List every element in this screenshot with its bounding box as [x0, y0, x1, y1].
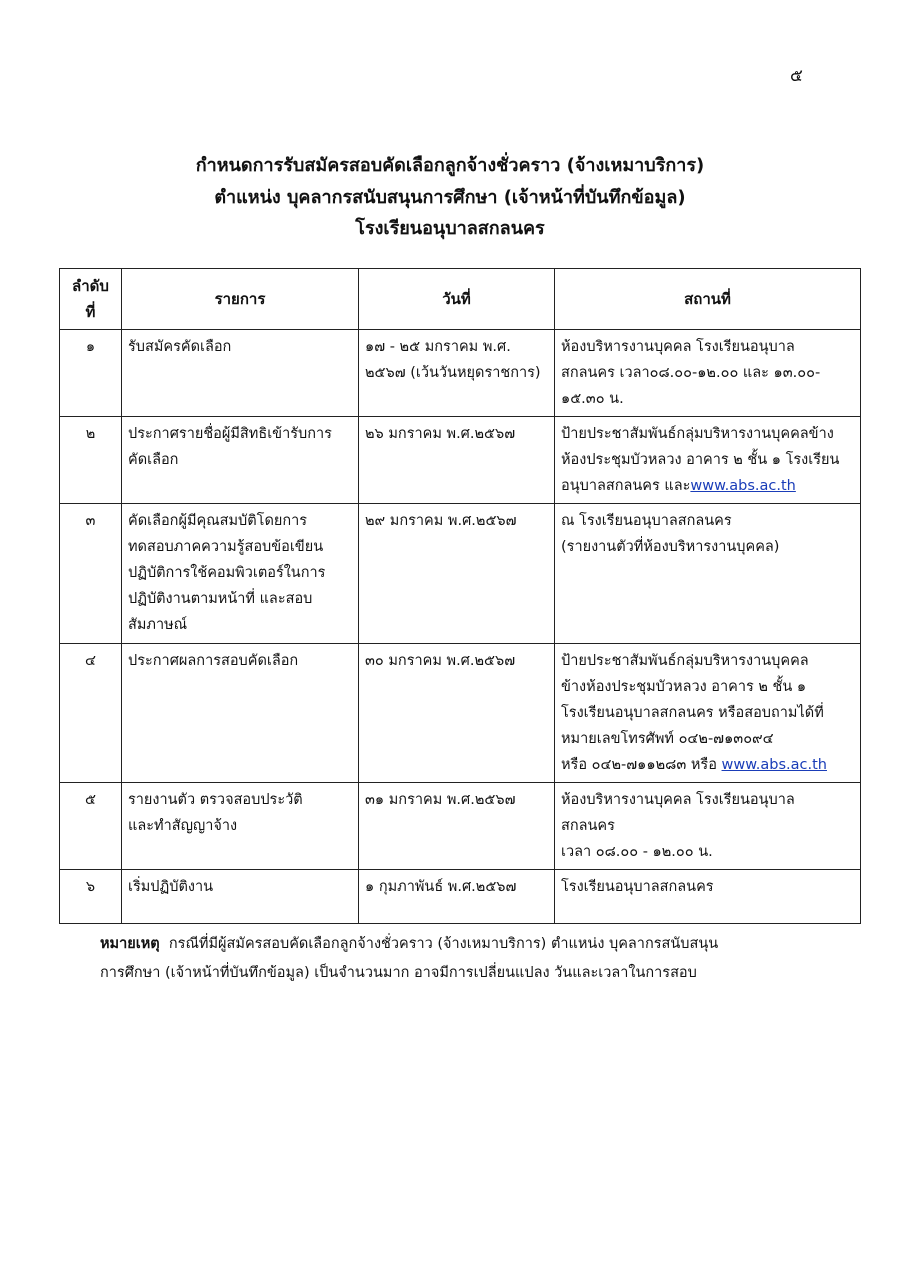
row-order: ๓ [60, 504, 122, 644]
row-item [122, 783, 359, 870]
row-place-line: โรงเรียนอนุบาลสกลนคร หรือสอบถามได้ที่ [561, 705, 824, 721]
table-row [60, 783, 861, 870]
table-header-row [60, 269, 861, 330]
row-date [359, 417, 555, 504]
row-item-line: สัมภาษณ์ [128, 617, 188, 633]
row-item [122, 417, 359, 504]
header-place: สถานที่ [555, 269, 861, 330]
website-link[interactable]: www.abs.ac.th [690, 478, 796, 494]
row-item-line: รับสมัครคัดเลือก [128, 339, 232, 355]
row-place-line: ๑๕.๓๐ น. [561, 391, 624, 407]
row-date-line: ๒๖ มกราคม พ.ศ.๒๕๖๗ [365, 426, 516, 442]
row-date-line: ๒๙ มกราคม พ.ศ.๒๕๖๗ [365, 513, 517, 529]
row-place-line: ข้างห้องประชุมบัวหลวง อาคาร ๒ ชั้น ๑ [561, 679, 807, 695]
row-date-line: ๒๕๖๗ (เว้นวันหยุดราชการ) [365, 365, 541, 381]
row-item [122, 504, 359, 644]
row-place-line: ห้องบริหารงานบุคคล โรงเรียนอนุบาล [561, 792, 795, 808]
row-place-line: เวลา ๐๘.๐๐ - ๑๒.๐๐ น. [561, 844, 713, 860]
row-place [555, 783, 861, 870]
row-item-line: และทำสัญญาจ้าง [128, 818, 238, 834]
table-row [60, 644, 861, 783]
page-number: ๕ [790, 66, 803, 86]
row-date-line: ๑๗ - ๒๕ มกราคม พ.ศ. [365, 339, 511, 355]
row-order: ๔ [60, 644, 122, 783]
document-title-line-2: ตำแหน่ง บุคลากรสนับสนุนการศึกษา (เจ้าหน้าที่บันทึกข้อมูล) [214, 187, 686, 208]
row-item [122, 870, 359, 924]
row-place-line: สกลนคร [561, 818, 615, 834]
row-date [359, 870, 555, 924]
row-date-line: ๑ กุมภาพันธ์ พ.ศ.๒๕๖๗ [365, 879, 517, 895]
row-item-line: ปฏิบัติงานตามหน้าที่ และสอบ [128, 591, 313, 607]
row-place-line: ห้องประชุมบัวหลวง อาคาร ๒ ชั้น ๑ โรงเรียน [561, 452, 840, 468]
row-place-line: ณ โรงเรียนอนุบาลสกลนคร [561, 513, 732, 529]
row-date [359, 504, 555, 644]
row-place-line [561, 752, 854, 778]
table-row [60, 330, 861, 417]
row-place-line [561, 473, 854, 499]
header-date: วันที่ [359, 269, 555, 330]
remark-text-line2: การศึกษา (เจ้าหน้าที่บันทึกข้อมูล) เป็นจำนวนมาก อาจมีการเปลี่ยนแปลง วันและเวลาในการสอบ [100, 965, 697, 981]
row-item-line: ทดสอบภาคความรู้สอบข้อเขียน [128, 539, 324, 555]
table-row [60, 870, 861, 924]
row-place-line: หมายเลขโทรศัพท์ ๐๔๒-๗๑๓๐๙๔ [561, 731, 774, 747]
row-place-line: ป้ายประชาสัมพันธ์กลุ่มบริหารงานบุคคลข้าง [561, 426, 834, 442]
row-place [555, 330, 861, 417]
row-place-line: โรงเรียนอนุบาลสกลนคร [561, 879, 714, 895]
row-order: ๑ [60, 330, 122, 417]
row-place-line: ห้องบริหารงานบุคคล โรงเรียนอนุบาล [561, 339, 795, 355]
row-item-line: คัดเลือกผู้มีคุณสมบัติโดยการ [128, 513, 308, 529]
row-place-line: (รายงานตัวที่ห้องบริหารงานบุคคล) [561, 539, 780, 555]
row-place-line: ป้ายประชาสัมพันธ์กลุ่มบริหารงานบุคคล [561, 653, 809, 669]
row-place [555, 417, 861, 504]
header-order [60, 269, 122, 330]
document-title-line-1: กำหนดการรับสมัครสอบคัดเลือกลูกจ้างชั่วคราว (จ้างเหมาบริการ) [195, 155, 705, 176]
row-place-text: หรือ ๐๔๒-๗๑๑๒๘๓ หรือ [561, 757, 722, 773]
row-date [359, 644, 555, 783]
row-place [555, 504, 861, 644]
row-item-line: ปฏิบัติการใช้คอมพิวเตอร์ในการ [128, 565, 326, 581]
row-item-line: รายงานตัว ตรวจสอบประวัติ [128, 792, 303, 808]
row-place [555, 644, 861, 783]
row-order: ๒ [60, 417, 122, 504]
row-item-line: ประกาศผลการสอบคัดเลือก [128, 653, 299, 669]
remark-text-line1: กรณีที่มีผู้สมัครสอบคัดเลือกลูกจ้างชั่วคราว (จ้างเหมาบริการ) ตำแหน่ง บุคลากรสนับสนุน [168, 936, 719, 952]
row-item [122, 644, 359, 783]
row-date-line: ๓๐ มกราคม พ.ศ.๒๕๖๗ [365, 653, 516, 669]
website-link[interactable]: www.abs.ac.th [721, 757, 827, 773]
remark-label: หมายเหตุ [100, 936, 160, 952]
header-order-line2: ที่ [85, 303, 96, 321]
header-order-line1: ลำดับ [72, 277, 109, 295]
table-row [60, 504, 861, 644]
row-date-line: ๓๑ มกราคม พ.ศ.๒๕๖๗ [365, 792, 516, 808]
row-item-line: ประกาศรายชื่อผู้มีสิทธิเข้ารับการ [128, 426, 332, 442]
row-item-line: เริ่มปฏิบัติงาน [128, 879, 213, 895]
row-date [359, 783, 555, 870]
row-item-line: คัดเลือก [128, 452, 179, 468]
row-date [359, 330, 555, 417]
schedule-table [59, 268, 861, 924]
document-title-line-3: โรงเรียนอนุบาลสกลนคร [355, 218, 545, 239]
row-order: ๕ [60, 783, 122, 870]
table-row [60, 417, 861, 504]
row-place-text: อนุบาลสกลนคร และ [561, 478, 691, 494]
header-item: รายการ [122, 269, 359, 330]
row-order: ๖ [60, 870, 122, 924]
row-place [555, 870, 861, 924]
remark [100, 930, 840, 988]
row-item [122, 330, 359, 417]
row-place-line: สกลนคร เวลา๐๘.๐๐-๑๒.๐๐ และ ๑๓.๐๐- [561, 365, 821, 381]
